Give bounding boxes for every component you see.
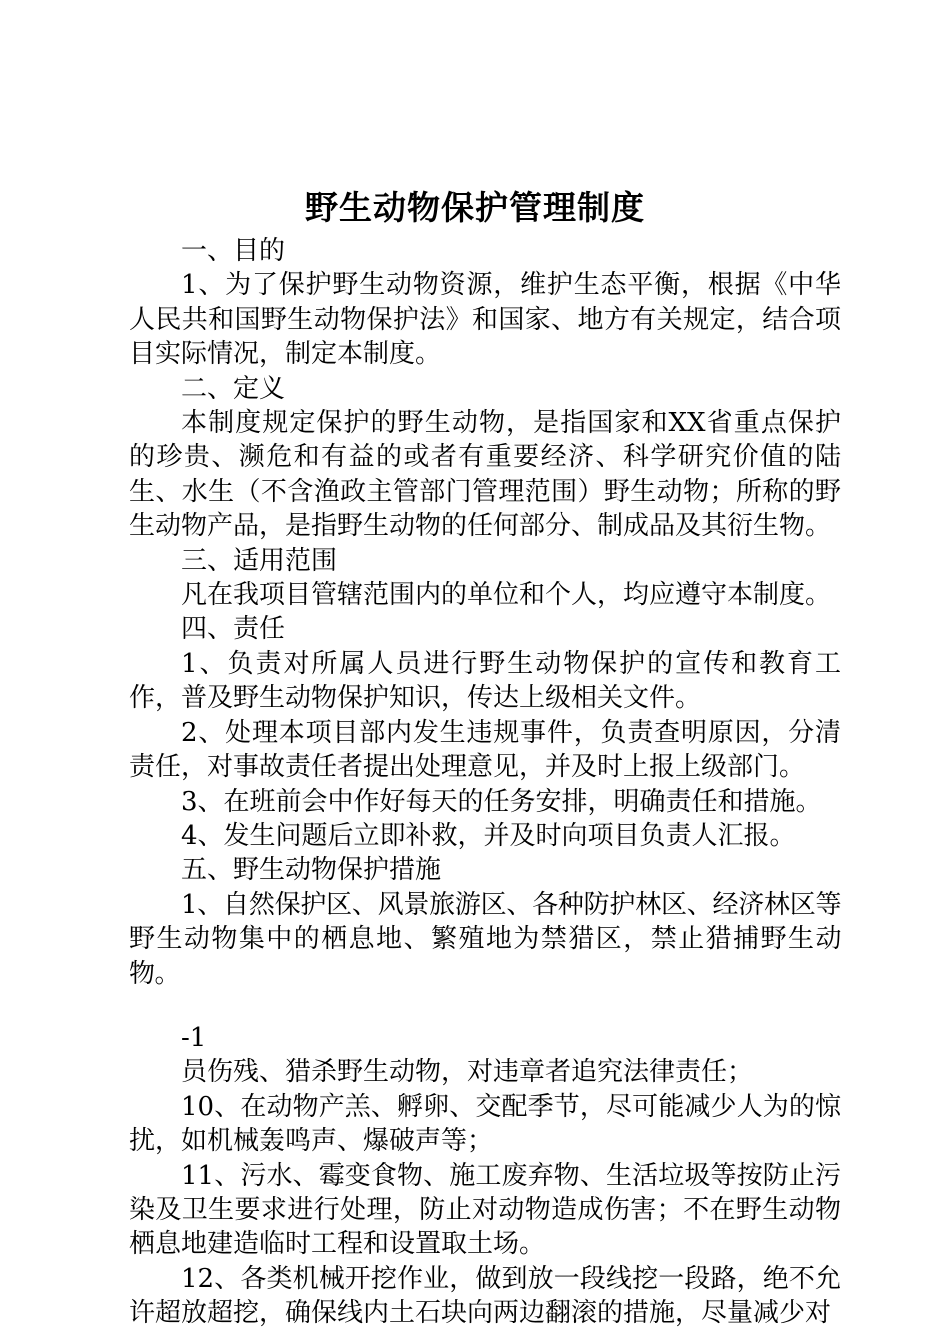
paragraph-responsibility-1: 1、负责对所属人员进行野生动物保护的宣传和教育工作，普及野生动物保护知识，传达上级相关文件。 bbox=[129, 648, 841, 714]
paragraph-measures-11: 11、污水、霉变食物、施工废弃物、生活垃圾等按防止污染及卫生要求进行处理，防止对动物造成伤害；不在野生动物栖息地建造临时工程和设置取土场。 bbox=[129, 1160, 841, 1260]
paragraph-purpose-1: 1、为了保护野生动物资源，维护生态平衡，根据《中华人民共和国野生动物保护法》和国家、地方有关规定，结合项目实际情况，制定本制度。 bbox=[129, 270, 841, 370]
section-heading-definition: 二、定义 bbox=[181, 373, 286, 404]
document-body bbox=[129, 234, 841, 1331]
paragraph-definition: 本制度规定保护的野生动物，是指国家和XX省重点保护的珍贵、濒危和有益的或者有重要经济、科学研究价值的陆生、水生（不含渔政主管部门管理范围）野生动物；所称的野生动物产品，是指野生动物的任何部分、制成品及其衍生物。 bbox=[129, 408, 841, 542]
paragraph-responsibility-3: 3、在班前会中作好每天的任务安排，明确责任和措施。 bbox=[181, 786, 822, 817]
paragraph-responsibility-4: 4、发生问题后立即补救，并及时向项目负责人汇报。 bbox=[181, 820, 796, 851]
paragraph-measures-1: 1、自然保护区、风景旅游区、各种防护林区、经济林区等野生动物集中的栖息地、繁殖地为禁猎区，禁止猎捕野生动物。 bbox=[129, 889, 841, 989]
section-heading-scope: 三、适用范围 bbox=[181, 545, 338, 576]
page-marker: -1 bbox=[181, 1022, 207, 1053]
document-title: 野生动物保护管理制度 bbox=[305, 188, 645, 227]
paragraph-continued-1: 员伤残、猎杀野生动物，对违章者追究法律责任； bbox=[181, 1057, 754, 1088]
paragraph-responsibility-2: 2、处理本项目部内发生违规事件，负责查明原因，分清责任，对事故责任者提出处理意见，并及时上报上级部门。 bbox=[129, 717, 841, 783]
page-break-gap bbox=[129, 991, 841, 1021]
paragraph-measures-10: 10、在动物产羔、孵卵、交配季节，尽可能减少人为的惊扰，如机械轰鸣声、爆破声等； bbox=[129, 1091, 841, 1157]
section-heading-purpose: 一、目的 bbox=[181, 236, 286, 266]
paragraph-scope: 凡在我项目管辖范围内的单位和个人，均应遵守本制度。 bbox=[181, 580, 832, 611]
section-heading-measures: 五、野生动物保护措施 bbox=[181, 855, 442, 886]
paragraph-measures-12: 12、各类机械开挖作业，做到放一段线挖一段路，绝不允许超放超挖，确保线内土石块向两边翻滚的措施，尽量减少对 bbox=[129, 1263, 841, 1329]
section-heading-responsibility: 四、责任 bbox=[181, 614, 286, 645]
